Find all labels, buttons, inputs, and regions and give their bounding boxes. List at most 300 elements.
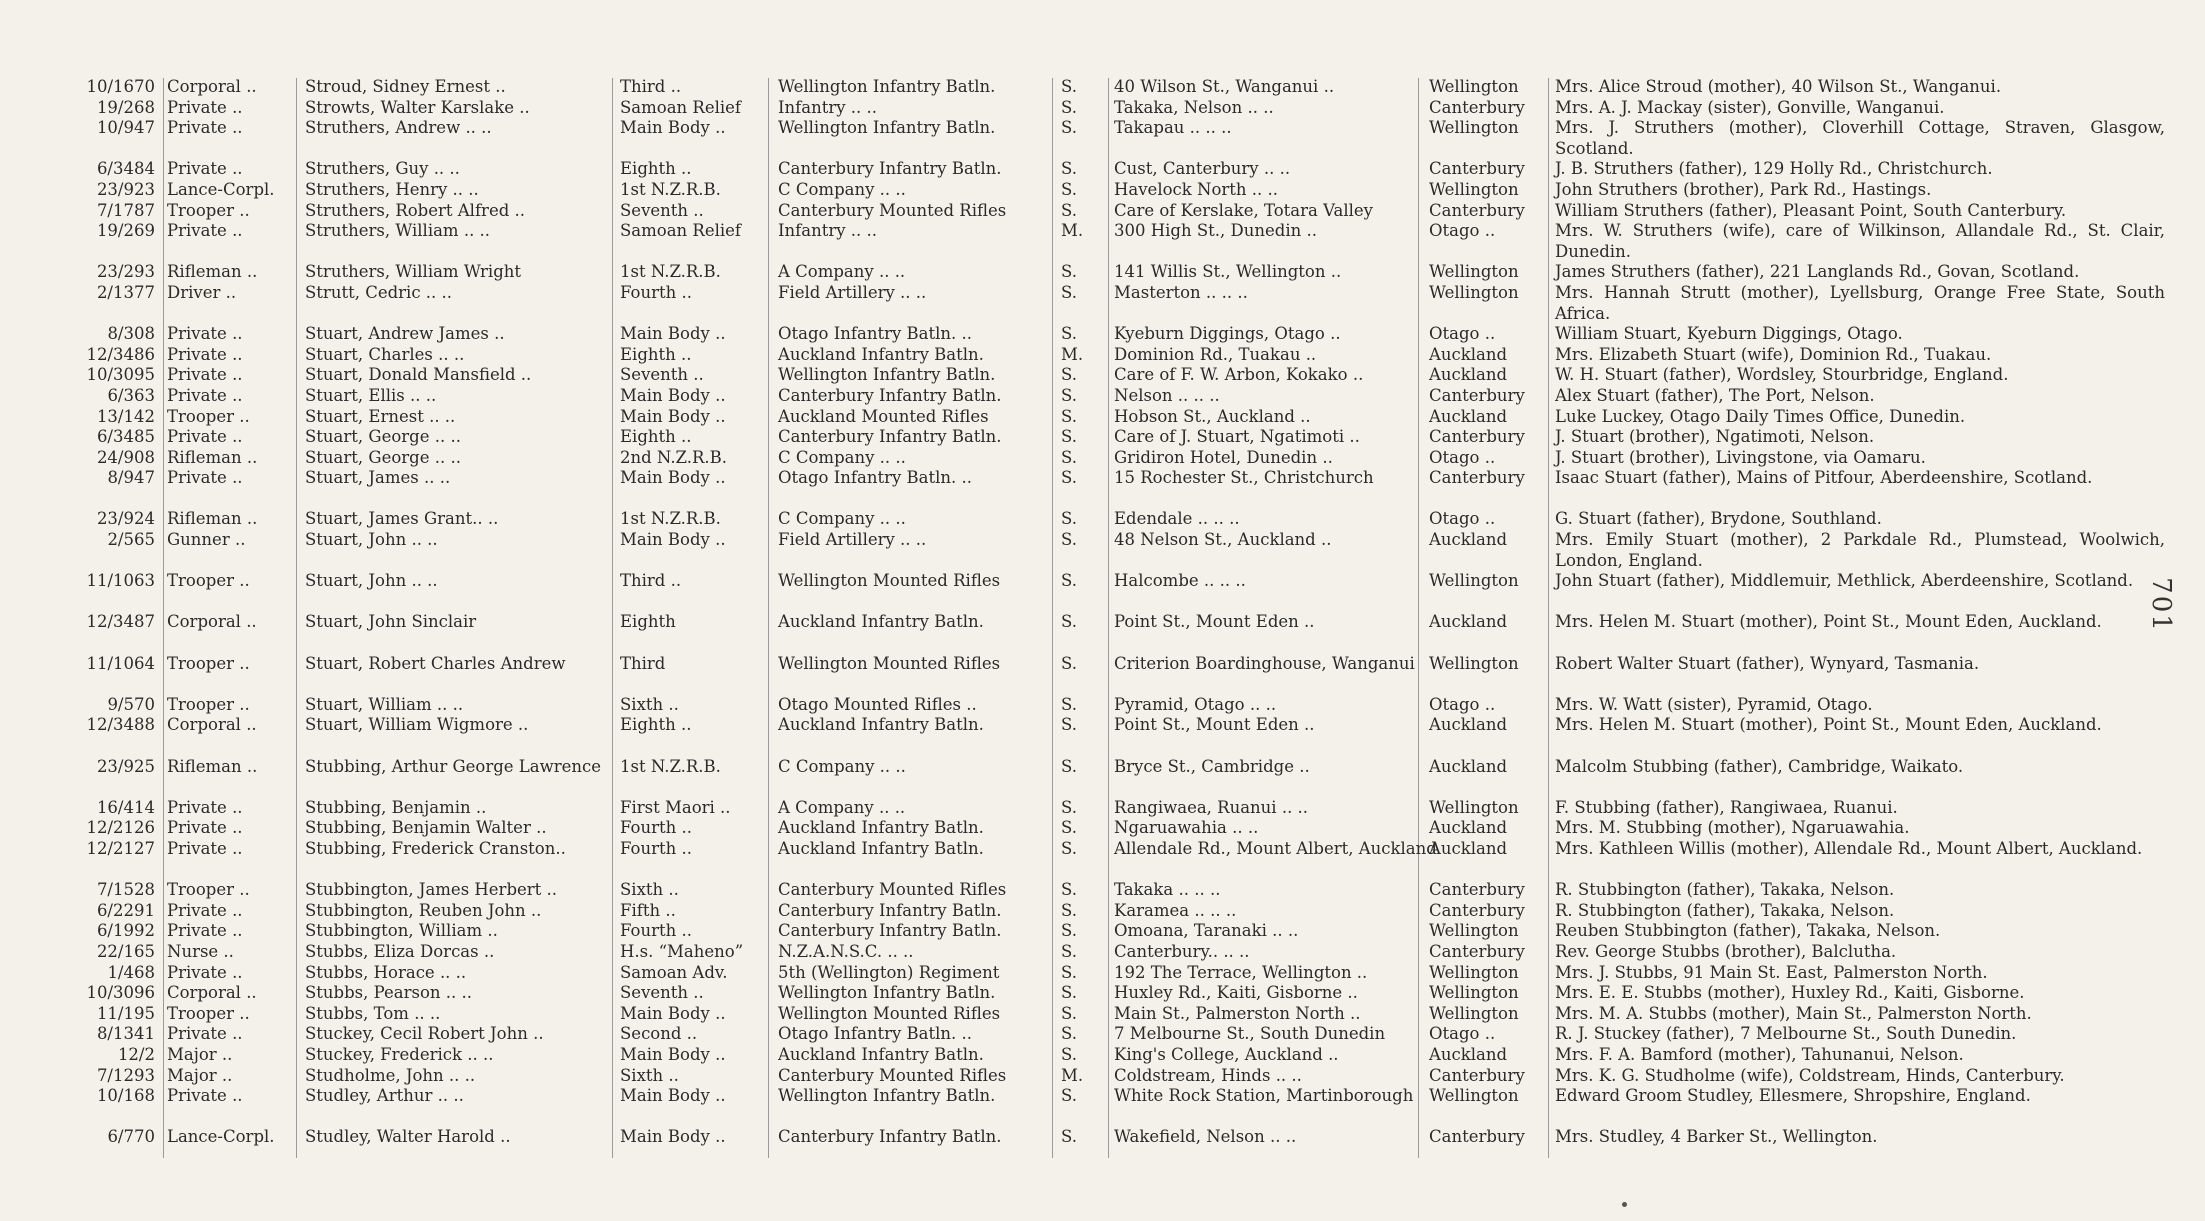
military-district-cell: Wellington bbox=[1429, 571, 1519, 591]
table-row bbox=[55, 612, 2155, 653]
soldier-name-cell: Stuckey, Cecil Robert John .. bbox=[305, 1024, 544, 1044]
table-row bbox=[55, 921, 2155, 942]
next-of-kin-cell: W. H. Stuart (father), Wordsley, Stourbridge, England. bbox=[1555, 365, 2009, 385]
last-address-cell: 40 Wilson St., Wanganui .. bbox=[1114, 77, 1335, 96]
table-row bbox=[55, 365, 2155, 386]
last-address-cell: Care of Kerslake, Totara Valley bbox=[1114, 200, 1373, 220]
next-of-kin-cell: Mrs. W. Struthers (wife), care of Wilkinson, Allandale Rd., St. Clair, Dunedin. bbox=[1555, 221, 2165, 261]
table-row bbox=[55, 201, 2155, 222]
regimental-number-cell: 1/468 bbox=[107, 962, 155, 982]
last-address-cell: 300 High St., Dunedin .. bbox=[1114, 221, 1317, 241]
page-number: 701 bbox=[2145, 577, 2176, 633]
last-address-cell: 48 Nelson St., Auckland .. bbox=[1114, 530, 1332, 550]
company-corps-cell: Wellington Infantry Batln. bbox=[778, 118, 996, 138]
military-district-cell: Wellington bbox=[1429, 179, 1519, 199]
company-corps-cell: C Company .. .. bbox=[778, 179, 906, 199]
table-row bbox=[55, 695, 2155, 716]
next-of-kin-cell: Mrs. Emily Stuart (mother), 2 Parkdale Rd., Plumstead, Woolwich, London, England. bbox=[1555, 530, 2165, 570]
table-row bbox=[55, 1004, 2155, 1025]
last-address-cell: Hobson St., Auckland .. bbox=[1114, 406, 1311, 426]
soldier-name-cell: Stuart, Ellis .. .. bbox=[305, 385, 437, 405]
soldier-name-cell: Stubbing, Arthur George Lawrence bbox=[305, 756, 602, 776]
soldier-name-cell: Stuart, Andrew James .. bbox=[305, 324, 505, 344]
soldier-name-cell: Stuart, John .. .. bbox=[305, 530, 438, 550]
table-row bbox=[55, 942, 2155, 963]
military-district-cell: Canterbury bbox=[1429, 159, 1525, 179]
next-of-kin-cell: Mrs. Studley, 4 Barker St., Wellington. bbox=[1555, 1127, 1878, 1147]
marital-status-cell: S. bbox=[1061, 365, 1077, 385]
unit-draft-cell: H.s. “Maheno” bbox=[620, 941, 744, 961]
military-district-cell: Otago .. bbox=[1429, 324, 1496, 344]
marital-status-cell: S. bbox=[1061, 1044, 1077, 1064]
marital-status-cell: S. bbox=[1061, 324, 1077, 344]
regimental-number-cell: 6/1992 bbox=[96, 921, 155, 941]
table-row bbox=[55, 282, 2165, 324]
regimental-number-cell: 8/947 bbox=[107, 468, 155, 488]
next-of-kin-cell: Rev. George Stubbs (brother), Balclutha. bbox=[1555, 941, 1897, 961]
unit-draft-cell: Seventh .. bbox=[620, 200, 704, 220]
next-of-kin-cell: William Struthers (father), Pleasant Point, South Canterbury. bbox=[1555, 200, 2067, 220]
marital-status-cell: S. bbox=[1061, 756, 1077, 776]
last-address-cell: Pyramid, Otago .. .. bbox=[1114, 694, 1277, 714]
company-corps-cell: Canterbury Infantry Batln. bbox=[778, 427, 1002, 447]
rank-cell: Driver .. bbox=[167, 282, 237, 302]
rank-cell: Rifleman .. bbox=[167, 756, 258, 776]
next-of-kin-cell: Mrs. K. G. Studholme (wife), Coldstream, Hinds, Canterbury. bbox=[1555, 1065, 2065, 1085]
company-corps-cell: Otago Infantry Batln. .. bbox=[778, 1024, 973, 1044]
marital-status-cell: S. bbox=[1061, 282, 1077, 302]
unit-draft-cell: Fourth .. bbox=[620, 282, 692, 302]
next-of-kin-cell: John Stuart (father), Middlemuir, Methlick, Aberdeenshire, Scotland. bbox=[1555, 571, 2134, 591]
next-of-kin-cell: Mrs. Kathleen Willis (mother), Allendale Rd., Mount Albert, Auckland. bbox=[1555, 838, 2143, 858]
next-of-kin-cell: Alex Stuart (father), The Port, Nelson. bbox=[1555, 385, 1875, 405]
table-row bbox=[55, 77, 2155, 98]
marital-status-cell: S. bbox=[1061, 179, 1077, 199]
unit-draft-cell: Eighth .. bbox=[620, 715, 692, 735]
table-row bbox=[55, 1066, 2155, 1087]
soldier-name-cell: Stubbing, Frederick Cranston.. bbox=[305, 838, 566, 858]
unit-draft-cell: Main Body .. bbox=[620, 406, 726, 426]
unit-draft-cell: 1st N.Z.R.B. bbox=[620, 262, 721, 282]
table-row bbox=[55, 1086, 2155, 1127]
military-district-cell: Canterbury bbox=[1429, 427, 1525, 447]
next-of-kin-cell: R. Stubbington (father), Takaka, Nelson. bbox=[1555, 880, 1895, 900]
unit-draft-cell: Sixth .. bbox=[620, 880, 679, 900]
rank-cell: Trooper .. bbox=[167, 200, 250, 220]
marital-status-cell: S. bbox=[1061, 77, 1077, 96]
unit-draft-cell: 1st N.Z.R.B. bbox=[620, 756, 721, 776]
company-corps-cell: Field Artillery .. .. bbox=[778, 282, 927, 302]
military-district-cell: Auckland bbox=[1429, 344, 1508, 364]
military-district-cell: Wellington bbox=[1429, 1086, 1519, 1106]
table-row bbox=[55, 571, 2155, 612]
soldier-name-cell: Stuart, George .. .. bbox=[305, 447, 461, 467]
rank-cell: Corporal .. bbox=[167, 983, 257, 1003]
last-address-cell: Takaka .. .. .. bbox=[1114, 880, 1221, 900]
military-district-cell: Otago .. bbox=[1429, 509, 1496, 529]
rank-cell: Corporal .. bbox=[167, 77, 257, 96]
unit-draft-cell: Sixth .. bbox=[620, 1065, 679, 1085]
regimental-number-cell: 11/195 bbox=[96, 1003, 155, 1023]
marital-status-cell: M. bbox=[1061, 344, 1084, 364]
military-district-cell: Auckland bbox=[1429, 838, 1508, 858]
next-of-kin-cell: James Struthers (father), 221 Langlands Rd., Govan, Scotland. bbox=[1555, 262, 2080, 282]
table-row bbox=[55, 839, 2155, 880]
military-district-cell: Auckland bbox=[1429, 406, 1508, 426]
regimental-number-cell: 12/3486 bbox=[86, 344, 155, 364]
rank-cell: Private .. bbox=[167, 365, 243, 385]
rank-cell: Trooper .. bbox=[167, 653, 250, 673]
military-district-cell: Auckland bbox=[1429, 715, 1508, 735]
next-of-kin-cell: Mrs. F. A. Bamford (mother), Tahunanui, Nelson. bbox=[1555, 1044, 1964, 1064]
last-address-cell: Main St., Palmerston North .. bbox=[1114, 1003, 1361, 1023]
last-address-cell: Edendale .. .. .. bbox=[1114, 509, 1240, 529]
military-district-cell: Auckland bbox=[1429, 365, 1508, 385]
soldier-name-cell: Struthers, William Wright bbox=[305, 262, 522, 282]
last-address-cell: Wakefield, Nelson .. .. bbox=[1114, 1127, 1297, 1147]
unit-draft-cell: Main Body .. bbox=[620, 385, 726, 405]
company-corps-cell: Canterbury Infantry Batln. bbox=[778, 385, 1002, 405]
rank-cell: Private .. bbox=[167, 344, 243, 364]
next-of-kin-cell: G. Stuart (father), Brydone, Southland. bbox=[1555, 509, 1882, 529]
company-corps-cell: Auckland Infantry Batln. bbox=[778, 818, 984, 838]
rank-cell: Private .. bbox=[167, 159, 243, 179]
next-of-kin-cell: F. Stubbing (father), Rangiwaea, Ruanui. bbox=[1555, 797, 1898, 817]
rank-cell: Corporal .. bbox=[167, 715, 257, 735]
marital-status-cell: S. bbox=[1061, 406, 1077, 426]
next-of-kin-cell: Mrs. M. A. Stubbs (mother), Main St., Palmerston North. bbox=[1555, 1003, 2032, 1023]
table-row bbox=[55, 963, 2155, 984]
unit-draft-cell: Fourth .. bbox=[620, 818, 692, 838]
unit-draft-cell: Eighth .. bbox=[620, 344, 692, 364]
company-corps-cell: Auckland Infantry Batln. bbox=[778, 1044, 984, 1064]
rank-cell: Private .. bbox=[167, 797, 243, 817]
next-of-kin-cell: Mrs. Alice Stroud (mother), 40 Wilson St., Wanganui. bbox=[1555, 77, 2002, 96]
military-district-cell: Wellington bbox=[1429, 962, 1519, 982]
regimental-number-cell: 23/924 bbox=[96, 509, 155, 529]
company-corps-cell: C Company .. .. bbox=[778, 447, 906, 467]
rank-cell: Gunner .. bbox=[167, 530, 246, 550]
regimental-number-cell: 22/165 bbox=[96, 941, 155, 961]
unit-draft-cell: Fifth .. bbox=[620, 900, 676, 920]
military-district-cell: Canterbury bbox=[1429, 1127, 1525, 1147]
rank-cell: Private .. bbox=[167, 221, 243, 241]
rank-cell: Private .. bbox=[167, 118, 243, 138]
next-of-kin-cell: R. Stubbington (father), Takaka, Nelson. bbox=[1555, 900, 1895, 920]
regimental-number-cell: 19/269 bbox=[96, 221, 155, 241]
unit-draft-cell: Main Body .. bbox=[620, 468, 726, 488]
last-address-cell: Karamea .. .. .. bbox=[1114, 900, 1237, 920]
next-of-kin-cell: J. Stuart (brother), Ngatimoti, Nelson. bbox=[1555, 427, 1875, 447]
soldier-name-cell: Stuart, William .. .. bbox=[305, 694, 464, 714]
military-district-cell: Wellington bbox=[1429, 1003, 1519, 1023]
last-address-cell: Nelson .. .. .. bbox=[1114, 385, 1220, 405]
marital-status-cell: S. bbox=[1061, 838, 1077, 858]
marital-status-cell: S. bbox=[1061, 962, 1077, 982]
company-corps-cell: Wellington Infantry Batln. bbox=[778, 983, 996, 1003]
soldier-name-cell: Struthers, Guy .. .. bbox=[305, 159, 460, 179]
next-of-kin-cell: Luke Luckey, Otago Daily Times Office, Dunedin. bbox=[1555, 406, 1966, 426]
table-row bbox=[55, 427, 2155, 448]
soldier-name-cell: Struthers, Andrew .. .. bbox=[305, 118, 492, 138]
table-row bbox=[55, 180, 2155, 201]
last-address-cell: Havelock North .. .. bbox=[1114, 179, 1278, 199]
next-of-kin-cell: Mrs. A. J. Mackay (sister), Gonville, Wanganui. bbox=[1555, 97, 1945, 117]
last-address-cell: Takapau .. .. .. bbox=[1114, 118, 1232, 138]
marital-status-cell: S. bbox=[1061, 509, 1077, 529]
company-corps-cell: Auckland Infantry Batln. bbox=[778, 612, 984, 632]
last-address-cell: Care of J. Stuart, Ngatimoti .. bbox=[1114, 427, 1360, 447]
rank-cell: Private .. bbox=[167, 324, 243, 344]
military-district-cell: Canterbury bbox=[1429, 900, 1525, 920]
soldier-name-cell: Stuckey, Frederick .. .. bbox=[305, 1044, 494, 1064]
soldier-name-cell: Stuart, George .. .. bbox=[305, 427, 461, 447]
rank-cell: Private .. bbox=[167, 838, 243, 858]
rank-cell: Trooper .. bbox=[167, 694, 250, 714]
soldier-name-cell: Stuart, William Wigmore .. bbox=[305, 715, 529, 735]
last-address-cell: 141 Willis St., Wellington .. bbox=[1114, 262, 1342, 282]
company-corps-cell: C Company .. .. bbox=[778, 509, 906, 529]
marital-status-cell: S. bbox=[1061, 880, 1077, 900]
regimental-number-cell: 12/2127 bbox=[86, 838, 155, 858]
regimental-number-cell: 24/908 bbox=[96, 447, 155, 467]
next-of-kin-cell: J. Stuart (brother), Livingstone, via Oamaru. bbox=[1555, 447, 1926, 467]
unit-draft-cell: Eighth .. bbox=[620, 159, 692, 179]
regimental-number-cell: 23/923 bbox=[96, 179, 155, 199]
unit-draft-cell: Main Body .. bbox=[620, 1086, 726, 1106]
company-corps-cell: Otago Infantry Batln. .. bbox=[778, 468, 973, 488]
next-of-kin-cell: Mrs. M. Stubbing (mother), Ngaruawahia. bbox=[1555, 818, 1910, 838]
table-row bbox=[55, 262, 2155, 283]
military-district-cell: Otago .. bbox=[1429, 221, 1496, 241]
unit-draft-cell: Main Body .. bbox=[620, 1044, 726, 1064]
last-address-cell: Halcombe .. .. .. bbox=[1114, 571, 1246, 591]
company-corps-cell: Otago Infantry Batln. .. bbox=[778, 324, 973, 344]
next-of-kin-cell: Isaac Stuart (father), Mains of Pitfour, Aberdeenshire, Scotland. bbox=[1555, 468, 2093, 488]
unit-draft-cell: Third .. bbox=[620, 77, 682, 96]
soldier-name-cell: Struthers, Henry .. .. bbox=[305, 179, 479, 199]
company-corps-cell: Infantry .. .. bbox=[778, 97, 878, 117]
print-mark bbox=[1622, 1202, 1627, 1207]
company-corps-cell: Wellington Mounted Rifles bbox=[778, 571, 1001, 591]
marital-status-cell: M. bbox=[1061, 1065, 1084, 1085]
last-address-cell: Huxley Rd., Kaiti, Gisborne .. bbox=[1114, 983, 1358, 1003]
company-corps-cell: Infantry .. .. bbox=[778, 221, 878, 241]
military-district-cell: Canterbury bbox=[1429, 200, 1525, 220]
marital-status-cell: S. bbox=[1061, 1003, 1077, 1023]
regimental-number-cell: 16/414 bbox=[96, 797, 155, 817]
rank-cell: Private .. bbox=[167, 1086, 243, 1106]
regimental-number-cell: 8/308 bbox=[107, 324, 155, 344]
next-of-kin-cell: Mrs. Hannah Strutt (mother), Lyellsburg, Orange Free State, South Africa. bbox=[1555, 282, 2165, 323]
rank-cell: Corporal .. bbox=[167, 612, 257, 632]
soldier-name-cell: Stubbing, Benjamin Walter .. bbox=[305, 818, 547, 838]
table-row bbox=[55, 118, 2165, 159]
military-district-cell: Auckland bbox=[1429, 1044, 1508, 1064]
soldier-name-cell: Stubbs, Tom .. .. bbox=[305, 1003, 441, 1023]
marital-status-cell: S. bbox=[1061, 118, 1077, 138]
regimental-number-cell: 11/1063 bbox=[86, 571, 155, 591]
unit-draft-cell: Main Body .. bbox=[620, 324, 726, 344]
company-corps-cell: Auckland Mounted Rifles bbox=[778, 406, 989, 426]
last-address-cell: Rangiwaea, Ruanui .. .. bbox=[1114, 797, 1309, 817]
unit-draft-cell: Sixth .. bbox=[620, 694, 679, 714]
last-address-cell: Coldstream, Hinds .. .. bbox=[1114, 1065, 1302, 1085]
soldier-name-cell: Stuart, John .. .. bbox=[305, 571, 438, 591]
table-row bbox=[55, 798, 2155, 819]
regimental-number-cell: 10/168 bbox=[96, 1086, 155, 1106]
unit-draft-cell: 1st N.Z.R.B. bbox=[620, 179, 721, 199]
military-district-cell: Wellington bbox=[1429, 282, 1519, 302]
marital-status-cell: S. bbox=[1061, 900, 1077, 920]
marital-status-cell: S. bbox=[1061, 694, 1077, 714]
regimental-number-cell: 19/268 bbox=[96, 97, 155, 117]
table-row bbox=[55, 818, 2155, 839]
military-district-cell: Wellington bbox=[1429, 262, 1519, 282]
company-corps-cell: Wellington Mounted Rifles bbox=[778, 653, 1001, 673]
last-address-cell: 7 Melbourne St., South Dunedin bbox=[1114, 1024, 1386, 1044]
rank-cell: Trooper .. bbox=[167, 880, 250, 900]
unit-draft-cell: Main Body .. bbox=[620, 118, 726, 138]
unit-draft-cell: Eighth .. bbox=[620, 427, 692, 447]
last-address-cell: Gridiron Hotel, Dunedin .. bbox=[1114, 447, 1333, 467]
military-district-cell: Otago .. bbox=[1429, 1024, 1496, 1044]
unit-draft-cell: Fourth .. bbox=[620, 838, 692, 858]
regimental-number-cell: 12/2 bbox=[117, 1044, 155, 1064]
marital-status-cell: S. bbox=[1061, 653, 1077, 673]
unit-draft-cell: Eighth bbox=[620, 612, 676, 632]
marital-status-cell: S. bbox=[1061, 612, 1077, 632]
table-row bbox=[55, 509, 2155, 530]
rank-cell: Private .. bbox=[167, 427, 243, 447]
company-corps-cell: Auckland Infantry Batln. bbox=[778, 344, 984, 364]
rank-cell: Nurse .. bbox=[167, 941, 234, 961]
unit-draft-cell: Third bbox=[620, 653, 666, 673]
regimental-number-cell: 10/1670 bbox=[86, 77, 155, 96]
table-row bbox=[55, 1127, 2155, 1148]
company-corps-cell: Canterbury Infantry Batln. bbox=[778, 1127, 1002, 1147]
regimental-number-cell: 10/3096 bbox=[86, 983, 155, 1003]
table-row bbox=[55, 1045, 2155, 1066]
military-district-cell: Wellington bbox=[1429, 653, 1519, 673]
next-of-kin-cell: Edward Groom Studley, Ellesmere, Shropshire, England. bbox=[1555, 1086, 2031, 1106]
rank-cell: Rifleman .. bbox=[167, 509, 258, 529]
military-district-cell: Auckland bbox=[1429, 756, 1508, 776]
unit-draft-cell: Main Body .. bbox=[620, 530, 726, 550]
soldier-name-cell: Stubbington, Reuben John .. bbox=[305, 900, 542, 920]
rank-cell: Private .. bbox=[167, 97, 243, 117]
table-row bbox=[55, 98, 2155, 119]
regimental-number-cell: 7/1293 bbox=[96, 1065, 155, 1085]
military-district-cell: Wellington bbox=[1429, 797, 1519, 817]
regimental-number-cell: 6/770 bbox=[107, 1127, 155, 1147]
company-corps-cell: Auckland Infantry Batln. bbox=[778, 715, 984, 735]
regimental-number-cell: 23/925 bbox=[96, 756, 155, 776]
rank-cell: Trooper .. bbox=[167, 1003, 250, 1023]
table-row bbox=[55, 324, 2155, 345]
company-corps-cell: Canterbury Mounted Rifles bbox=[778, 1065, 1007, 1085]
rank-cell: Private .. bbox=[167, 921, 243, 941]
marital-status-cell: S. bbox=[1061, 1024, 1077, 1044]
company-corps-cell: N.Z.A.N.S.C. .. .. bbox=[778, 941, 914, 961]
marital-status-cell: S. bbox=[1061, 530, 1077, 550]
company-corps-cell: Canterbury Mounted Rifles bbox=[778, 880, 1007, 900]
company-corps-cell: Canterbury Mounted Rifles bbox=[778, 200, 1007, 220]
military-district-cell: Wellington bbox=[1429, 983, 1519, 1003]
unit-draft-cell: 2nd N.Z.R.B. bbox=[620, 447, 728, 467]
marital-status-cell: S. bbox=[1061, 468, 1077, 488]
last-address-cell: Point St., Mount Eden .. bbox=[1114, 715, 1315, 735]
unit-draft-cell: Samoan Relief bbox=[620, 97, 742, 117]
soldier-name-cell: Studley, Arthur .. .. bbox=[305, 1086, 464, 1106]
soldier-name-cell: Stuart, James .. .. bbox=[305, 468, 451, 488]
last-address-cell: White Rock Station, Martinborough bbox=[1114, 1086, 1414, 1106]
rank-cell: Trooper .. bbox=[167, 406, 250, 426]
rank-cell: Lance-Corpl. bbox=[167, 179, 275, 199]
military-district-cell: Canterbury bbox=[1429, 468, 1525, 488]
regimental-number-cell: 23/293 bbox=[96, 262, 155, 282]
rank-cell: Major .. bbox=[167, 1044, 233, 1064]
military-district-cell: Wellington bbox=[1429, 118, 1519, 138]
regimental-number-cell: 12/3487 bbox=[86, 612, 155, 632]
soldier-name-cell: Stubbs, Pearson .. .. bbox=[305, 983, 472, 1003]
unit-draft-cell: Seventh .. bbox=[620, 983, 704, 1003]
soldier-name-cell: Studley, Walter Harold .. bbox=[305, 1127, 511, 1147]
rank-cell: Private .. bbox=[167, 385, 243, 405]
regimental-number-cell: 11/1064 bbox=[86, 653, 155, 673]
rank-cell: Rifleman .. bbox=[167, 262, 258, 282]
regimental-number-cell: 12/2126 bbox=[86, 818, 155, 838]
unit-draft-cell: Samoan Adv. bbox=[620, 962, 728, 982]
military-district-cell: Auckland bbox=[1429, 818, 1508, 838]
marital-status-cell: S. bbox=[1061, 1127, 1077, 1147]
regimental-number-cell: 7/1787 bbox=[96, 200, 155, 220]
rank-cell: Private .. bbox=[167, 468, 243, 488]
table-row bbox=[55, 407, 2155, 428]
marital-status-cell: S. bbox=[1061, 97, 1077, 117]
table-row bbox=[55, 386, 2155, 407]
regimental-number-cell: 12/3488 bbox=[86, 715, 155, 735]
soldier-name-cell: Studholme, John .. .. bbox=[305, 1065, 476, 1085]
last-address-cell: Dominion Rd., Tuakau .. bbox=[1114, 344, 1317, 364]
next-of-kin-cell: Robert Walter Stuart (father), Wynyard, Tasmania. bbox=[1555, 653, 1980, 673]
next-of-kin-cell: R. J. Stuckey (father), 7 Melbourne St., South Dunedin. bbox=[1555, 1024, 2017, 1044]
company-corps-cell: C Company .. .. bbox=[778, 756, 906, 776]
soldier-name-cell: Stubbington, James Herbert .. bbox=[305, 880, 558, 900]
table-row bbox=[55, 448, 2155, 469]
unit-draft-cell: Main Body .. bbox=[620, 1003, 726, 1023]
unit-draft-cell: Fourth .. bbox=[620, 921, 692, 941]
table-row bbox=[55, 1024, 2155, 1045]
table-row bbox=[55, 901, 2155, 922]
marital-status-cell: S. bbox=[1061, 427, 1077, 447]
next-of-kin-cell: Mrs. J. Stubbs, 91 Main St. East, Palmerston North. bbox=[1555, 962, 1988, 982]
marital-status-cell: S. bbox=[1061, 447, 1077, 467]
next-of-kin-cell: Mrs. E. E. Stubbs (mother), Huxley Rd., Kaiti, Gisborne. bbox=[1555, 983, 2025, 1003]
regimental-number-cell: 6/2291 bbox=[96, 900, 155, 920]
company-corps-cell: Field Artillery .. .. bbox=[778, 530, 927, 550]
rank-cell: Rifleman .. bbox=[167, 447, 258, 467]
next-of-kin-cell: Malcolm Stubbing (father), Cambridge, Waikato. bbox=[1555, 756, 1964, 776]
next-of-kin-cell: Mrs. W. Watt (sister), Pyramid, Otago. bbox=[1555, 694, 1873, 714]
marital-status-cell: S. bbox=[1061, 385, 1077, 405]
last-address-cell: Takaka, Nelson .. .. bbox=[1114, 97, 1274, 117]
military-district-cell: Otago .. bbox=[1429, 447, 1496, 467]
marital-status-cell: S. bbox=[1061, 818, 1077, 838]
marital-status-cell: M. bbox=[1061, 221, 1084, 241]
unit-draft-cell: Seventh .. bbox=[620, 365, 704, 385]
last-address-cell: Allendale Rd., Mount Albert, Auckland bbox=[1114, 838, 1437, 858]
